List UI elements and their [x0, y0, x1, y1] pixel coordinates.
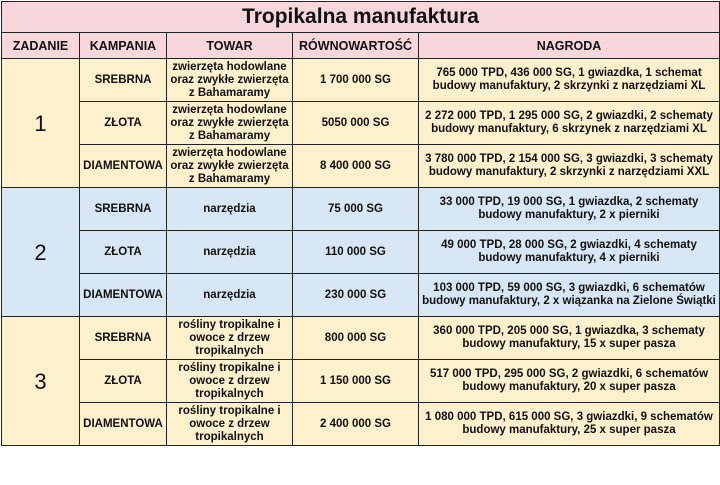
- table-row: [2, 274, 720, 317]
- goods-cell: narzędzia: [167, 274, 293, 317]
- task-number: 2: [2, 188, 80, 317]
- reward-cell: 1 080 000 TPD, 615 000 SG, 3 gwiazdki, 9 schematów budowy manufaktury, 25 x super pasza: [419, 403, 720, 446]
- reward-cell: 3 780 000 TPD, 2 154 000 SG, 3 gwiazdki, 3 schematy budowy manufaktury, 2 skrzynki z narzędziami XXL: [419, 145, 720, 188]
- equivalent-cell: 1 150 000 SG: [293, 360, 419, 403]
- campaign-cell: DIAMENTOWA: [80, 274, 167, 317]
- reward-cell: 517 000 TPD, 295 000 SG, 2 gwiazdki, 6 schematów budowy manufaktury, 20 x super pasza: [419, 360, 720, 403]
- campaign-cell: DIAMENTOWA: [80, 403, 167, 446]
- campaign-cell: SREBRNA: [80, 188, 167, 231]
- header-row: [2, 33, 720, 59]
- task-number: 1: [2, 59, 80, 188]
- goods-cell: zwierzęta hodowlane oraz zwykłe zwierzęta z Bahamaramy: [167, 59, 293, 102]
- goods-cell: zwierzęta hodowlane oraz zwykłe zwierzęta z Bahamaramy: [167, 102, 293, 145]
- equivalent-cell: 5050 000 SG: [293, 102, 419, 145]
- header-reward: NAGRODA: [419, 33, 720, 59]
- goods-cell: narzędzia: [167, 188, 293, 231]
- goods-cell: zwierzęta hodowlane oraz zwykłe zwierzęta z Bahamaramy: [167, 145, 293, 188]
- table-row: [2, 102, 720, 145]
- equivalent-cell: 8 400 000 SG: [293, 145, 419, 188]
- table-row: [2, 231, 720, 274]
- table-row: [2, 188, 720, 231]
- equivalent-cell: 110 000 SG: [293, 231, 419, 274]
- table-title: Tropikalna manufaktura: [2, 2, 720, 33]
- campaign-cell: ZŁOTA: [80, 231, 167, 274]
- reward-cell: 33 000 TPD, 19 000 SG, 1 gwiazdka, 2 schematy budowy manufaktury, 2 x pierniki: [419, 188, 720, 231]
- campaign-cell: ZŁOTA: [80, 360, 167, 403]
- equivalent-cell: 2 400 000 SG: [293, 403, 419, 446]
- reward-cell: 765 000 TPD, 436 000 SG, 1 gwiazdka, 1 schemat budowy manufaktury, 2 skrzynki z narzędziami XL: [419, 59, 720, 102]
- header-equivalent: RÓWNOWARTOŚĆ: [293, 33, 419, 59]
- equivalent-cell: 75 000 SG: [293, 188, 419, 231]
- table-row: [2, 403, 720, 446]
- campaign-cell: SREBRNA: [80, 317, 167, 360]
- equivalent-cell: 230 000 SG: [293, 274, 419, 317]
- table-row: [2, 145, 720, 188]
- table-row: [2, 59, 720, 102]
- reward-cell: 103 000 TPD, 59 000 SG, 3 gwiazdki, 6 schematów budowy manufaktury, 2 x wiązanka na Zielone Świątki: [419, 274, 720, 317]
- task-number: 3: [2, 317, 80, 446]
- reward-cell: 49 000 TPD, 28 000 SG, 2 gwiazdki, 4 schematy budowy manufaktury, 4 x pierniki: [419, 231, 720, 274]
- table-row: [2, 317, 720, 360]
- goods-cell: rośliny tropikalne i owoce z drzew tropikalnych: [167, 360, 293, 403]
- tropical-manufacture-table: [1, 1, 720, 446]
- equivalent-cell: 1 700 000 SG: [293, 59, 419, 102]
- table-row: [2, 360, 720, 403]
- header-task: ZADANIE: [2, 33, 80, 59]
- campaign-cell: SREBRNA: [80, 59, 167, 102]
- equivalent-cell: 800 000 SG: [293, 317, 419, 360]
- reward-cell: 2 272 000 TPD, 1 295 000 SG, 2 gwiazdki, 2 schematy budowy manufaktury, 6 skrzynek z narzędziami XL: [419, 102, 720, 145]
- goods-cell: rośliny tropikalne i owoce z drzew tropikalnych: [167, 317, 293, 360]
- reward-cell: 360 000 TPD, 205 000 SG, 1 gwiazdka, 3 schematy budowy manufaktury, 15 x super pasza: [419, 317, 720, 360]
- header-campaign: KAMPANIA: [80, 33, 167, 59]
- campaign-cell: ZŁOTA: [80, 102, 167, 145]
- goods-cell: narzędzia: [167, 231, 293, 274]
- goods-cell: rośliny tropikalne i owoce z drzew tropikalnych: [167, 403, 293, 446]
- campaign-cell: DIAMENTOWA: [80, 145, 167, 188]
- header-goods: TOWAR: [167, 33, 293, 59]
